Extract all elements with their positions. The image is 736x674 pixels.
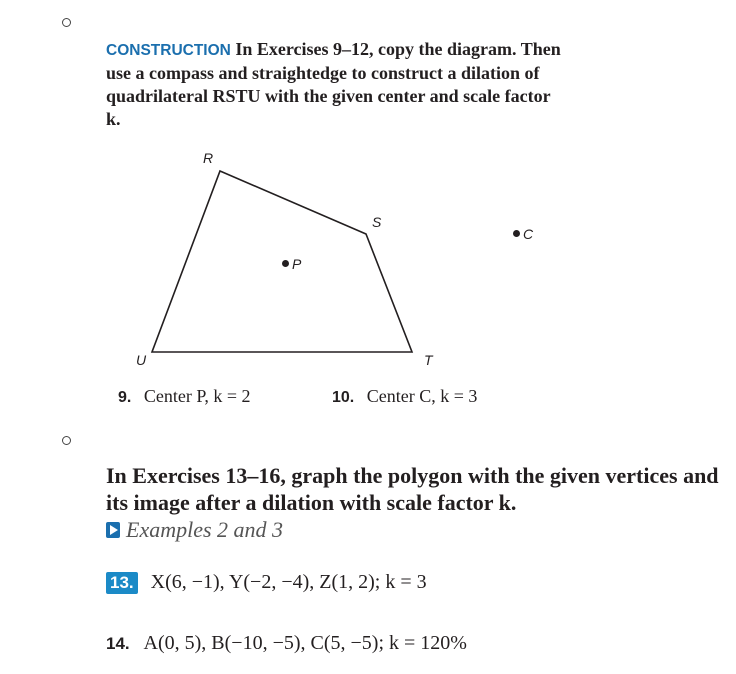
exercise-13-text: X(6, −1), Y(−2, −4), Z(1, 2); k = 3 <box>150 571 427 593</box>
examples-link[interactable] <box>106 517 283 543</box>
exercise-14-text: A(0, 5), B(−10, −5), C(5, −5); k = 120% <box>143 632 467 654</box>
exercise-9-number: 9. <box>118 389 132 406</box>
exercise-9 <box>118 386 251 407</box>
exercise-10-number: 10. <box>332 389 355 406</box>
vertex-label-r: R <box>203 150 214 166</box>
construction-label: CONSTRUCTION <box>106 42 231 59</box>
exercise-14-number: 14. <box>106 634 130 653</box>
play-arrow-icon <box>106 522 120 538</box>
section-heading: In Exercises 13–16, graph the polygon with the given vertices and its image after a dilation with scale factor k. <box>106 463 719 515</box>
exercise-9-text: Center P, k = 2 <box>143 386 251 406</box>
point-p-dot <box>282 260 289 267</box>
exercise-13 <box>106 571 427 594</box>
construction-text: In Exercises 9–12, copy the diagram. Then use a compass and straightedge to construct a dilation of quadrilateral RSTU with the given center and scale factor k. <box>106 39 561 129</box>
examples-link-text: Examples 2 and 3 <box>126 517 284 542</box>
vertex-label-s: S <box>372 214 382 230</box>
vertex-label-u: U <box>136 352 147 368</box>
point-c-dot <box>513 230 520 237</box>
exercise-10 <box>332 386 477 407</box>
exercise-10-text: Center C, k = 3 <box>366 386 478 406</box>
vertex-label-t: T <box>424 352 433 368</box>
point-label-p: P <box>292 256 302 272</box>
exercise-14 <box>106 632 467 655</box>
exercise-13-number[interactable]: 13. <box>106 572 138 594</box>
point-label-c: C <box>523 226 534 242</box>
